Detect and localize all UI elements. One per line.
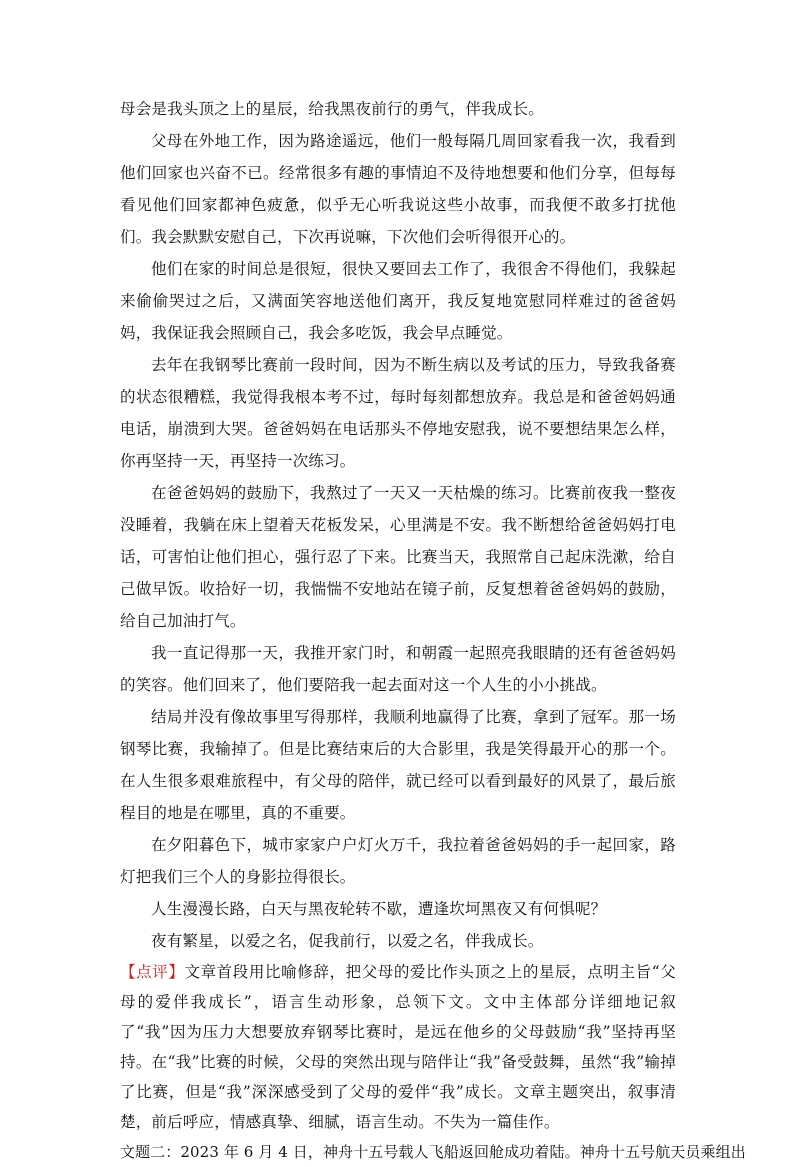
essay-paragraph: 母会是我头顶之上的星辰，给我黑夜前行的勇气，伴我成长。 — [120, 100, 544, 118]
essay-paragraph: 父母在外地工作，因为路途遥远，他们一般每隔几周回家看我一次，我看到他们回家也兴奋不已。经常很多有趣的事情迫不及待地想要和他们分享，但每每看见他们回家都神色疲惫，似乎无心听我说这些小故事，而我便不敢多打扰他们。我会默默安慰自己，下次再说嘛，下次他们会听得很开心的。 — [120, 132, 676, 246]
essay-body — [120, 93, 676, 957]
essay-paragraph: 夜有繁星，以爱之名，促我前行，以爱之名，伴我成长。 — [151, 932, 544, 950]
teacher-comment — [120, 957, 676, 1137]
essay-paragraph: 结局并没有像故事里写得那样，我顺利地赢得了比赛，拿到了冠军。那一场钢琴比赛，我输掉了。但是比赛结束后的大合影里，我是笑得最开心的那一个。在人生很多艰难旅程中，有父母的陪伴，就已经可以看到最好的风景了，最后旅程目的地是在哪里，真的不重要。 — [120, 708, 676, 822]
essay-paragraph: 我一直记得那一天，我推开家门时，和朝霞一起照亮我眼睛的还有爸爸妈妈的笑容。他们回来了，他们要陪我一起去面对这一个人生的小小挑战。 — [120, 644, 676, 694]
comment-tag: 【点评】 — [120, 963, 185, 981]
essay-paragraph: 在爸爸妈妈的鼓励下，我熬过了一天又一天枯燥的练习。比赛前夜我一整夜没睡着，我躺在床上望着天花板发呆，心里满是不安。我不断想给爸爸妈妈打电话，可害怕让他们担心，强行忍了下来。比赛当天，我照常自己起床洗漱，给自己做早饭。收拾好一切，我惴惴不安地站在镜子前，反复想着爸爸妈妈的鼓励，给自己加油打气。 — [120, 484, 676, 630]
next-topic-line: 文题二：2023 年 6 月 4 日，神舟十五号载人飞船返回舱成功着陆。神舟十五号航天员乘组出 — [120, 1143, 746, 1161]
essay-paragraph: 他们在家的时间总是很短，很快又要回去工作了，我很舍不得他们，我躲起来偷偷哭过之后，又满面笑容地送他们离开，我反复地宽慰同样难过的爸爸妈妈，我保证我会照顾自己，我会多吃饭，我会早点睡觉。 — [120, 260, 676, 342]
comment-text: 文章首段用比喻修辞，把父母的爱比作头顶之上的星辰，点明主旨“父母的爱伴我成长”，语言生动形象，总领下文。文中主体部分详细地记叙了“我”因为压力大想要放弃钢琴比赛时，是远在他乡的父母鼓励“我”坚持再坚持。在“我”比赛的时候，父母的突然出现与陪伴让“我”备受鼓舞，虽然“我”输掉了比赛，但是“我”深深感受到了父母的爱伴“我”成长。文章主题突出，叙事清楚，前后呼应，情感真挚、细腻，语言生动。不失为一篇佳作。 — [120, 963, 676, 1131]
essay-paragraph: 人生漫漫长路，白天与黑夜轮转不歇，遭逢坎坷黑夜又有何惧呢？ — [151, 900, 607, 918]
essay-paragraph: 在夕阳暮色下，城市家家户户灯火万千，我拉着爸爸妈妈的手一起回家，路灯把我们三个人的身影拉得很长。 — [120, 836, 676, 886]
essay-paragraph: 去年在我钢琴比赛前一段时间，因为不断生病以及考试的压力，导致我备赛的状态很糟糕，我觉得我根本考不过，每时每刻都想放弃。我总是和爸爸妈妈通电话，崩溃到大哭。爸爸妈妈在电话那头不停地安慰我，说不要想结果怎么样，你再坚持一天，再坚持一次练习。 — [120, 356, 676, 470]
